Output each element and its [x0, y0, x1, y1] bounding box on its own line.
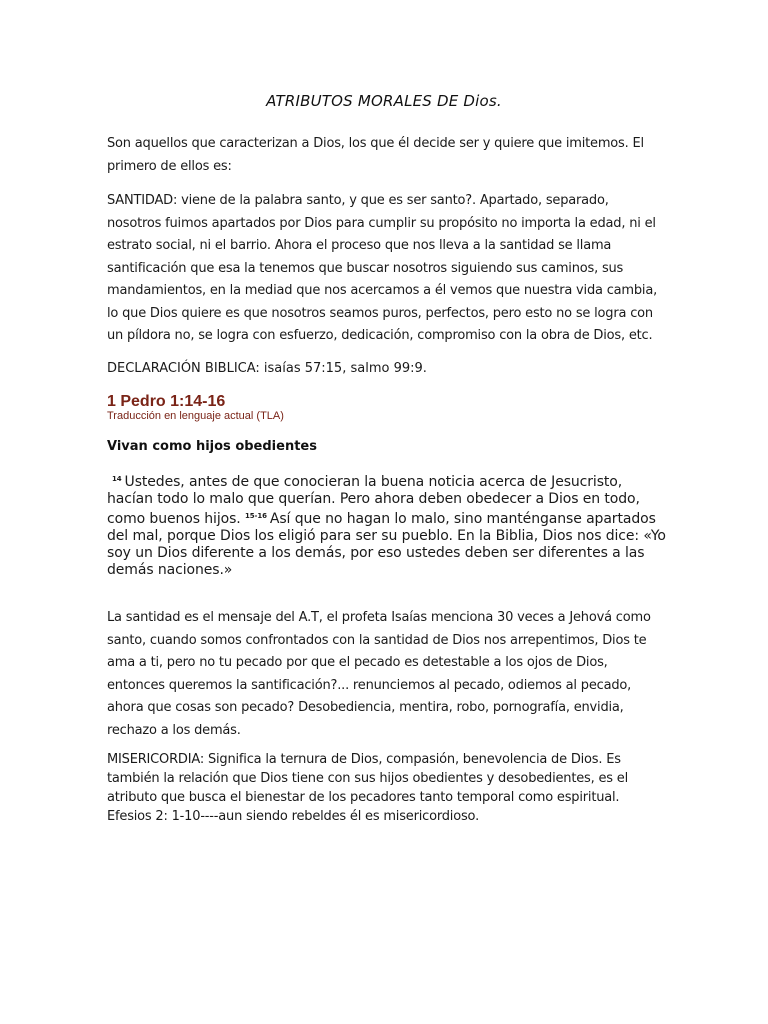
scripture-heading: Vivan como hijos obedientes [107, 439, 317, 454]
verse-text: Ustedes, antes de que conocieran la buena noticia acerca de Jesucristo, hacían todo lo malo que querían. Pero ahora deben obedecer a Dios en todo, como buenos hijos. [107, 474, 640, 527]
document-title: ATRIBUTOS MORALES DE Dios. [266, 92, 502, 110]
verse-text: Así que no hagan lo malo, sino manténganse apartados del mal, porque Dios los eligió para ser su pueblo. En la Biblia, Dios nos dice: «Yo soy un Dios diferente a los demás, por eso ustedes deben ser diferentes a las demás naciones.» [107, 511, 666, 578]
santidad-paragraph: SANTIDAD: viene de la palabra santo, y que es ser santo?. Apartado, separado, nosotros fuimos apartados por Dios para cumplir su propósito no importa la edad, ni el estrato social, ni el barrio. Ahora el proceso que nos lleva a la santidad se llama santificación que esa la tenemos que buscar nosotros siguiendo sus caminos, sus mandamientos, en la mediad que nos acercamos a él vemos que nuestra vida cambia, lo que Dios quiere es que nosotros seamos puros, perfectos, pero esto no se logra con un píldora no, se logra con esfuerzo, dedicación, compromiso con la obra de Dios, etc. [107, 193, 658, 343]
scripture-passage [107, 471, 667, 579]
santidad-mensaje-paragraph: La santidad es el mensaje del A.T, el profeta Isaías menciona 30 veces a Jehová como santo, cuando somos confrontados con la santidad de Dios nos arrepentimos, Dios te ama a ti, pero no tu pecado por que el pecado es detestable a los ojos de Dios, entonces queremos la santificación?... renunciemos al pecado, odiemos al pecado, ahora que cosas son pecado? Desobediencia, mentira, robo, pornografía, envidia, rechazo a los demás. [107, 610, 651, 738]
scripture-reference: 1 Pedro 1:14-16 [107, 393, 226, 410]
verse-number: 14 [112, 475, 122, 483]
misericordia-paragraph: MISERICORDIA: Significa la ternura de Dios, compasión, benevolencia de Dios. Es también la relación que Dios tiene con sus hijos obedientes y desobedientes, es el atributo que busca el bienestar de los pecadores tanto temporal como espiritual. Efesios 2: 1-10----aun siendo rebeldes él es misericordioso. [107, 752, 628, 824]
intro-paragraph: Son aquellos que caracterizan a Dios, los que él decide ser y quiere que imitemos. El primero de ellos es: [107, 136, 644, 174]
declaracion-biblica: DECLARACIÓN BIBLICA: isaías 57:15, salmo 99:9. [107, 361, 427, 376]
bible-version: Traducción en lenguaje actual (TLA) [107, 410, 284, 422]
verse-number: 15-16 [245, 512, 267, 520]
